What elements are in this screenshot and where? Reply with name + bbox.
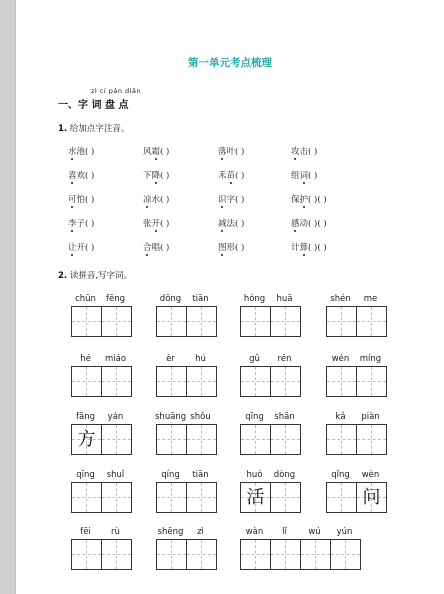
prefilled-char: 活 <box>246 487 265 508</box>
pinyin-label: kǎ <box>335 412 346 422</box>
section-one-number: 一、 <box>58 100 78 111</box>
tianzige-writing-box[interactable] <box>270 482 301 513</box>
pinyin-label: rù <box>111 527 120 537</box>
prefilled-char: 方 <box>77 429 96 450</box>
tianzige-writing-box[interactable] <box>71 539 102 570</box>
answer-blank[interactable]: 字( ) <box>226 195 245 205</box>
annotation-row <box>68 193 408 207</box>
answer-blank[interactable]: 形( ) <box>226 243 245 253</box>
word-with-blank <box>291 241 327 253</box>
section-one-heading <box>58 96 128 111</box>
dotted-char: 护 <box>299 195 309 205</box>
pinyin-label: yún <box>336 527 353 537</box>
pinyin-label: fēi <box>80 527 91 537</box>
answer-blank[interactable]: ( ) <box>308 171 318 181</box>
dotted-char: 词 <box>299 171 309 181</box>
question-2-text: 读拼音,写字词。 <box>69 271 133 281</box>
pinyin-label: qīng <box>245 412 264 422</box>
pinyin-label: shuāng <box>155 412 187 422</box>
word-with-blank <box>218 169 244 181</box>
word-char: 保 <box>291 195 300 205</box>
pinyin-label: hóng <box>243 294 266 304</box>
dotted-char: 算 <box>299 243 309 253</box>
answer-blank[interactable]: 池( ) <box>76 147 95 157</box>
tianzige-writing-box[interactable] <box>101 366 132 397</box>
dotted-char: 开 <box>151 219 161 229</box>
tianzige-writing-box[interactable] <box>326 306 357 337</box>
dotted-char: 落 <box>218 147 227 157</box>
annotation-row <box>68 241 408 255</box>
prefilled-char: 问 <box>362 487 381 508</box>
tianzige-writing-box[interactable] <box>270 306 301 337</box>
answer-blank[interactable]: 水( ) <box>151 195 170 205</box>
pinyin-label: tiān <box>192 470 209 480</box>
tianzige-writing-box[interactable] <box>300 539 331 570</box>
answer-blank[interactable]: ( ) <box>235 171 245 181</box>
answer-blank[interactable]: 法( ) <box>226 219 245 229</box>
tianzige-writing-box[interactable] <box>101 482 132 513</box>
page-title: 第一单元考点梳理 <box>188 57 272 69</box>
tianzige-writing-box[interactable] <box>240 306 271 337</box>
dotted-char: 感 <box>291 219 300 229</box>
word-char: 组 <box>291 171 300 181</box>
annotation-row <box>68 169 408 183</box>
dotted-char: 合 <box>143 243 152 253</box>
answer-blank[interactable]: 怕( ) <box>76 195 95 205</box>
pinyin-label: tiān <box>192 294 209 304</box>
section-one-pinyin: zì cí pán diǎn <box>91 87 142 95</box>
pinyin-label: qíng <box>161 470 180 480</box>
tianzige-writing-box[interactable] <box>240 482 271 513</box>
word-char: 张 <box>143 219 152 229</box>
section-one-title: 字 词 盘 点 <box>78 100 129 111</box>
tianzige-writing-box[interactable] <box>101 539 132 570</box>
tianzige-writing-box[interactable] <box>270 539 301 570</box>
dotted-char: 苗 <box>226 171 236 181</box>
tianzige-writing-box[interactable] <box>156 366 187 397</box>
pinyin-label: lǐ <box>282 527 287 537</box>
pinyin-label: wú <box>308 527 321 537</box>
pinyin-label: piàn <box>361 412 380 422</box>
word-with-blank <box>68 145 94 157</box>
pinyin-label: zì <box>197 527 204 537</box>
tianzige-writing-box[interactable] <box>156 482 187 513</box>
dotted-char: 识 <box>218 195 227 205</box>
question-1-text: 给加点字注音。 <box>69 124 130 134</box>
dotted-char: 喜 <box>68 171 77 181</box>
word-with-blank <box>218 145 244 157</box>
tianzige-writing-box[interactable] <box>326 482 357 513</box>
tianzige-writing-box[interactable] <box>356 306 387 337</box>
pinyin-label: me <box>363 294 378 304</box>
answer-blank[interactable]: 开( ) <box>76 243 95 253</box>
pinyin-label: shuǐ <box>106 470 125 480</box>
pinyin-label: wàn <box>245 527 264 537</box>
question-1-heading <box>58 122 129 134</box>
pinyin-label: qǐng <box>331 470 350 480</box>
tianzige-writing-box[interactable] <box>71 306 102 337</box>
tianzige-writing-box[interactable] <box>186 306 217 337</box>
tianzige-writing-box[interactable] <box>326 424 357 455</box>
answer-blank[interactable]: ( )( ) <box>308 195 327 205</box>
annotation-row <box>68 145 408 159</box>
answer-blank[interactable]: ( ) <box>160 171 170 181</box>
answer-blank[interactable]: 欢( ) <box>76 171 95 181</box>
pinyin-label: fēng <box>105 294 125 304</box>
pinyin-label: huā <box>276 294 293 304</box>
tianzige-writing-box[interactable] <box>156 306 187 337</box>
annotation-row <box>68 217 408 231</box>
word-with-blank <box>291 217 327 229</box>
pinyin-label: èr <box>166 354 175 364</box>
word-with-blank <box>68 193 94 205</box>
tianzige-writing-box[interactable] <box>156 539 187 570</box>
pinyin-label: miáo <box>104 354 127 364</box>
dotted-char: 图 <box>218 243 227 253</box>
tianzige-writing-box[interactable] <box>186 366 217 397</box>
tianzige-writing-box[interactable] <box>186 482 217 513</box>
pinyin-label: yán <box>107 412 124 422</box>
dotted-char: 攻 <box>291 147 300 157</box>
tianzige-writing-box[interactable] <box>240 424 271 455</box>
answer-blank[interactable]: 唱( ) <box>151 243 170 253</box>
question-2-number: 2. <box>58 271 68 281</box>
answer-blank[interactable]: 叶( ) <box>226 147 245 157</box>
word-char: 风 <box>143 147 152 157</box>
word-with-blank <box>68 217 94 229</box>
word-with-blank <box>143 145 169 157</box>
dotted-char: 水 <box>68 147 77 157</box>
tianzige-writing-box[interactable] <box>101 306 132 337</box>
word-with-blank <box>68 241 94 253</box>
dotted-char: 降 <box>151 171 161 181</box>
pinyin-label: shén <box>330 294 351 304</box>
tianzige-writing-box[interactable] <box>71 482 102 513</box>
pinyin-label: wèn <box>361 470 380 480</box>
word-with-blank <box>68 169 94 181</box>
question-2-heading <box>58 269 132 281</box>
pinyin-label: qīng <box>76 470 95 480</box>
word-with-blank <box>218 193 244 205</box>
tianzige-writing-box[interactable] <box>186 424 217 455</box>
answer-blank[interactable]: 子( ) <box>76 219 95 229</box>
left-panel-edge <box>0 0 16 594</box>
pinyin-label: gǔ <box>249 354 260 364</box>
tianzige-writing-box[interactable] <box>71 424 102 455</box>
dotted-char: 让 <box>68 243 77 253</box>
dotted-char: 减 <box>218 219 227 229</box>
word-with-blank <box>143 169 169 181</box>
question-1-number: 1. <box>58 124 68 134</box>
dotted-char: 霜 <box>151 147 161 157</box>
pinyin-label: hé <box>80 354 91 364</box>
answer-blank[interactable]: ( ) <box>160 219 170 229</box>
tianzige-writing-box[interactable] <box>356 482 387 513</box>
tianzige-writing-box[interactable] <box>356 366 387 397</box>
word-with-blank <box>143 217 169 229</box>
pinyin-label: shēng <box>157 527 184 537</box>
pinyin-label: dòng <box>273 470 296 480</box>
tianzige-writing-box[interactable] <box>270 366 301 397</box>
dotted-char: 可 <box>68 195 77 205</box>
tianzige-writing-box[interactable] <box>101 424 132 455</box>
pinyin-label: hú <box>195 354 206 364</box>
worksheet-page <box>16 0 444 594</box>
pinyin-label: huó <box>246 470 263 480</box>
pinyin-label: wén <box>331 354 350 364</box>
dotted-char: 李 <box>68 219 77 229</box>
tianzige-writing-box[interactable] <box>330 539 361 570</box>
word-with-blank <box>143 193 169 205</box>
answer-blank[interactable]: 动( )( ) <box>299 219 327 229</box>
word-with-blank <box>218 241 244 253</box>
tianzige-writing-box[interactable] <box>186 539 217 570</box>
word-with-blank <box>291 169 317 181</box>
pinyin-label: fāng <box>76 412 95 422</box>
tianzige-writing-box[interactable] <box>356 424 387 455</box>
tianzige-writing-box[interactable] <box>270 424 301 455</box>
pinyin-label: shān <box>274 412 295 422</box>
tianzige-writing-box[interactable] <box>71 366 102 397</box>
pinyin-label: dōng <box>159 294 182 304</box>
answer-blank[interactable]: ( )( ) <box>308 243 327 253</box>
pinyin-label: shǒu <box>190 412 211 422</box>
word-char: 禾 <box>218 171 227 181</box>
tianzige-writing-box[interactable] <box>240 539 271 570</box>
tianzige-writing-box[interactable] <box>240 366 271 397</box>
tianzige-writing-box[interactable] <box>326 366 357 397</box>
word-with-blank <box>291 193 327 205</box>
word-char: 计 <box>291 243 300 253</box>
pinyin-label: chūn <box>75 294 96 304</box>
word-with-blank <box>218 217 244 229</box>
answer-blank[interactable]: ( ) <box>160 147 170 157</box>
pinyin-label: rén <box>277 354 292 364</box>
answer-blank[interactable]: 击( ) <box>299 147 318 157</box>
dotted-char: 凉 <box>143 195 152 205</box>
tianzige-writing-box[interactable] <box>156 424 187 455</box>
pinyin-label: míng <box>359 354 382 364</box>
word-with-blank <box>143 241 169 253</box>
word-with-blank <box>291 145 317 157</box>
word-char: 下 <box>143 171 152 181</box>
